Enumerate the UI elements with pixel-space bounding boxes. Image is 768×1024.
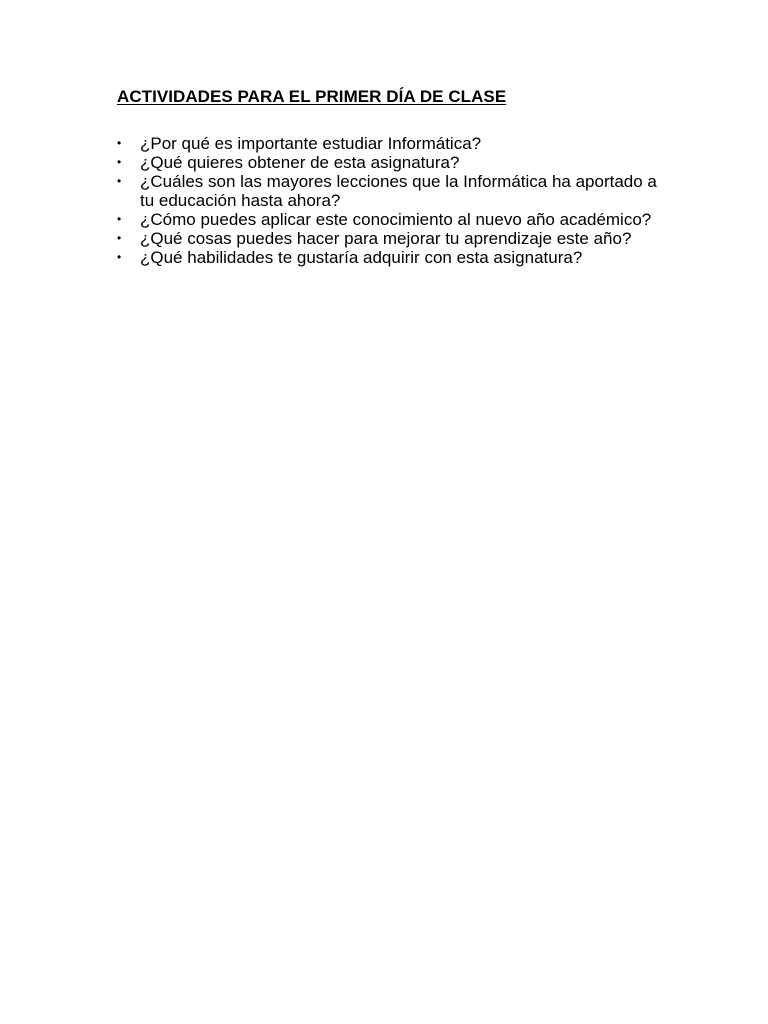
question-text: ¿Qué quieres obtener de esta asignatura?: [140, 153, 460, 172]
question-text: ¿Cómo puedes aplicar este conocimiento al nuevo año académico?: [140, 210, 652, 229]
list-item: [117, 172, 662, 210]
bullet-icon: •: [117, 250, 122, 264]
list-item: [117, 248, 662, 267]
question-text: ¿Por qué es importante estudiar Informática?: [140, 134, 482, 153]
bullet-icon: •: [117, 174, 122, 188]
question-text: ¿Qué habilidades te gustaría adquirir con esta asignatura?: [140, 248, 583, 267]
list-item: [117, 210, 662, 229]
bullet-icon: •: [117, 155, 122, 169]
question-text: ¿Qué cosas puedes hacer para mejorar tu aprendizaje este año?: [140, 229, 632, 248]
bullet-icon: •: [117, 212, 122, 226]
question-list: [117, 134, 662, 267]
document-title: ACTIVIDADES PARA EL PRIMER DÍA DE CLASE: [117, 87, 507, 106]
list-item: [117, 153, 662, 172]
question-text: ¿Cuáles son las mayores lecciones que la Informática ha aportado a tu educación hasta ahora?: [140, 172, 657, 210]
list-item: [117, 134, 662, 153]
bullet-icon: •: [117, 231, 122, 245]
bullet-icon: •: [117, 136, 122, 150]
list-item: [117, 229, 662, 248]
